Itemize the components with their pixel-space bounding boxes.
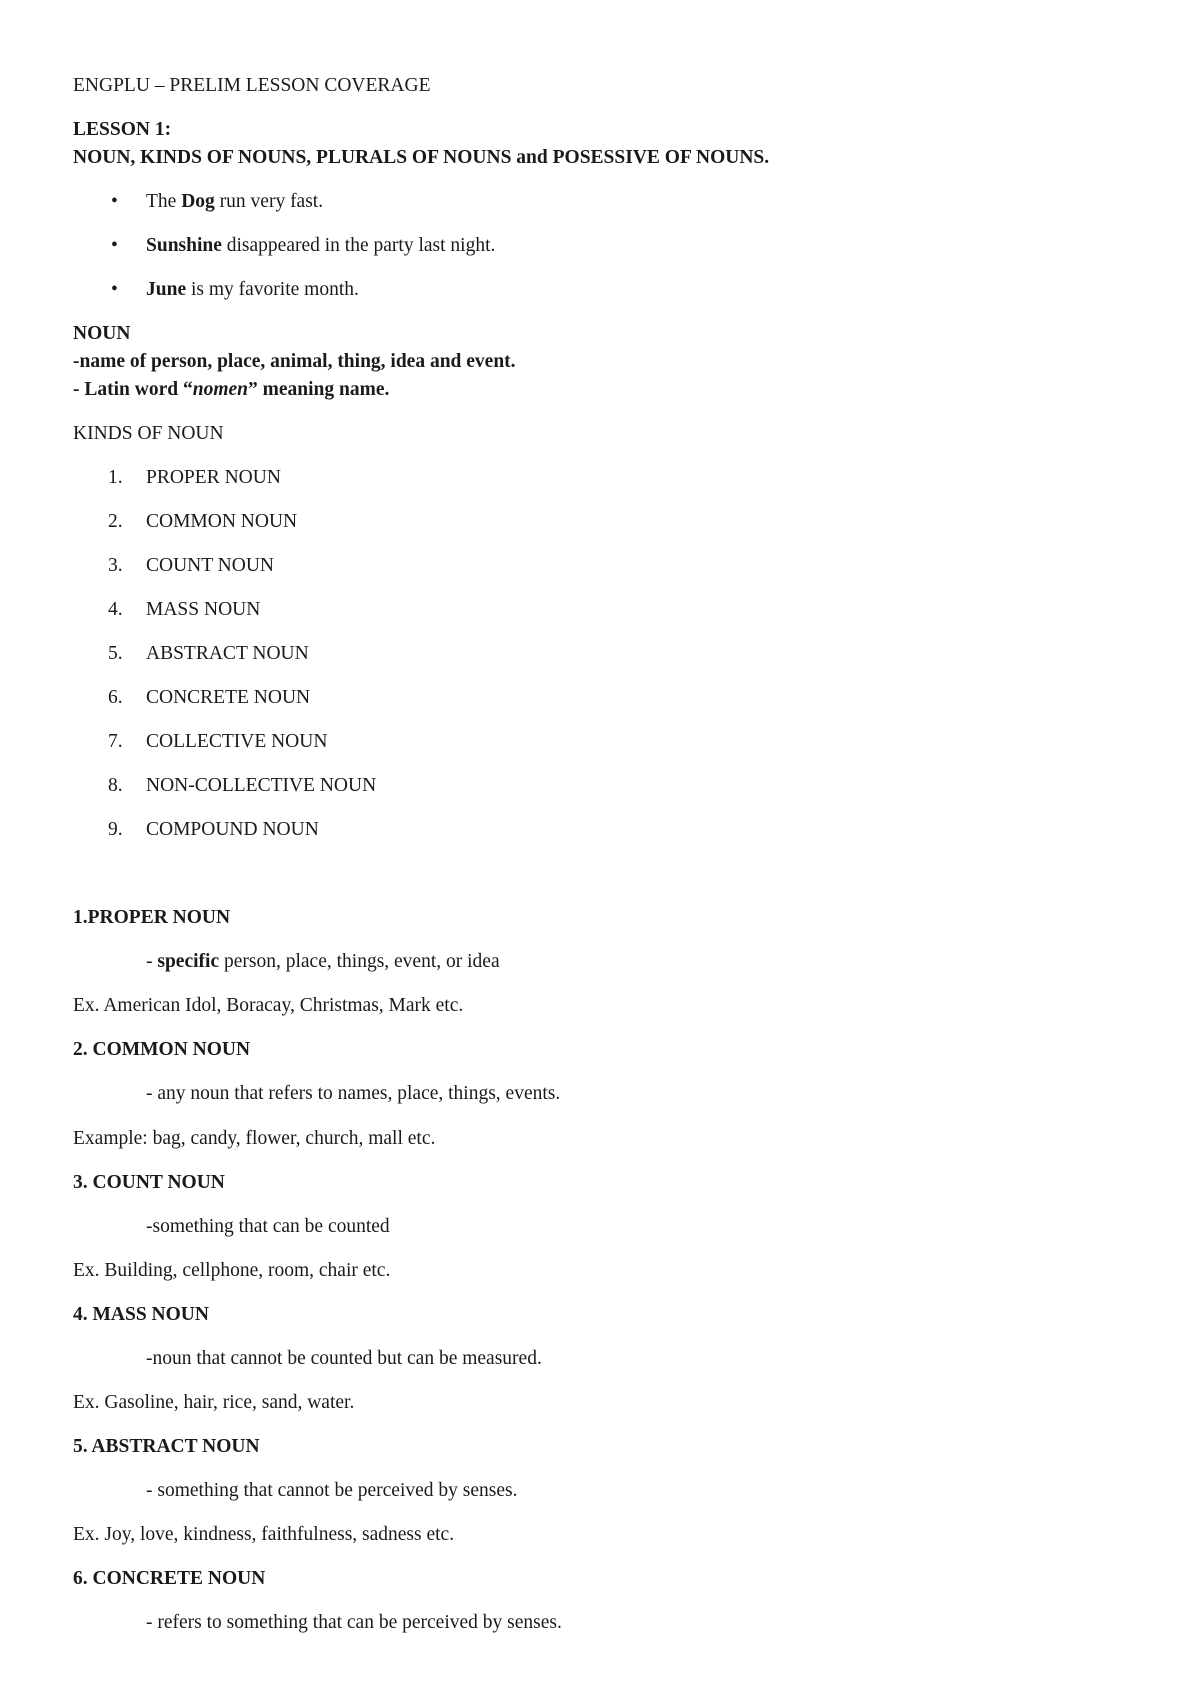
kinds-item: COLLECTIVE NOUN <box>146 731 328 752</box>
document-title: ENGPLU – PRELIM LESSON COVERAGE <box>73 75 431 96</box>
definition-pre: - <box>146 951 158 972</box>
section-heading: 4. MASS NOUN <box>73 1304 209 1325</box>
section-example: Ex. Joy, love, kindness, faithfulness, sadness etc. <box>73 1524 455 1545</box>
etymology-post: ” meaning name. <box>247 379 390 400</box>
kinds-item: CONCRETE NOUN <box>146 687 311 708</box>
noun-definition: -name of person, place, animal, thing, idea and event. <box>73 351 516 372</box>
kinds-item: NON-COLLECTIVE NOUN <box>146 775 377 796</box>
kinds-item: PROPER NOUN <box>146 467 281 488</box>
section-heading: 1.PROPER NOUN <box>73 907 231 928</box>
noun-heading: NOUN <box>73 323 131 344</box>
section-definition: - any noun that refers to names, place, things, events. <box>146 1083 561 1104</box>
section-heading: 5. ABSTRACT NOUN <box>73 1436 260 1457</box>
bullet-text-post: disappeared in the party last night. <box>221 235 496 256</box>
etymology-word: nomen <box>192 379 248 400</box>
kinds-number: 9. <box>108 819 123 840</box>
section-example: Ex. Gasoline, hair, rice, sand, water. <box>73 1392 355 1413</box>
section-example: Ex. American Idol, Boracay, Christmas, Mark etc. <box>73 995 464 1016</box>
noun-etymology <box>73 378 389 402</box>
bullet-item <box>146 190 323 214</box>
kinds-item: COMPOUND NOUN <box>146 819 319 840</box>
section-heading: 3. COUNT NOUN <box>73 1172 225 1193</box>
section-heading: 6. CONCRETE NOUN <box>73 1568 266 1589</box>
section-definition: - something that cannot be perceived by senses. <box>146 1480 518 1501</box>
bullet-text-bold: June <box>146 279 187 300</box>
kinds-number: 2. <box>108 511 123 532</box>
kinds-number: 5. <box>108 643 123 664</box>
bullet-marker: • <box>111 191 118 212</box>
etymology-pre: - Latin word “ <box>73 379 193 400</box>
kinds-heading: KINDS OF NOUN <box>73 423 224 444</box>
kinds-number: 7. <box>108 731 123 752</box>
bullet-text-post: run very fast. <box>214 191 324 212</box>
kinds-item: ABSTRACT NOUN <box>146 643 309 664</box>
section-definition: -something that can be counted <box>146 1216 390 1237</box>
section-heading: 2. COMMON NOUN <box>73 1039 251 1060</box>
definition-post: person, place, things, event, or idea <box>219 951 500 972</box>
lesson-label: LESSON 1: <box>73 119 172 140</box>
kinds-number: 1. <box>108 467 123 488</box>
kinds-item: COUNT NOUN <box>146 555 275 576</box>
bullet-text-pre: The <box>146 191 182 212</box>
kinds-item: COMMON NOUN <box>146 511 298 532</box>
definition-bold: specific <box>157 951 220 972</box>
section-definition: -noun that cannot be counted but can be measured. <box>146 1348 542 1369</box>
section-definition <box>146 950 500 974</box>
kinds-number: 8. <box>108 775 123 796</box>
bullet-marker: • <box>111 279 118 300</box>
section-example: Ex. Building, cellphone, room, chair etc. <box>73 1260 391 1281</box>
kinds-number: 4. <box>108 599 123 620</box>
bullet-text-bold: Sunshine <box>146 235 222 256</box>
bullet-text-post: is my favorite month. <box>186 279 359 300</box>
bullet-text-bold: Dog <box>181 191 215 212</box>
section-definition: - refers to something that can be perceived by senses. <box>146 1612 562 1633</box>
bullet-marker: • <box>111 235 118 256</box>
bullet-item <box>146 278 359 302</box>
kinds-number: 3. <box>108 555 123 576</box>
section-example: Example: bag, candy, flower, church, mall etc. <box>73 1128 436 1149</box>
lesson-subtitle: NOUN, KINDS OF NOUNS, PLURALS OF NOUNS and POSESSIVE OF NOUNS. <box>73 147 770 168</box>
kinds-number: 6. <box>108 687 123 708</box>
bullet-item <box>146 234 495 258</box>
kinds-item: MASS NOUN <box>146 599 261 620</box>
